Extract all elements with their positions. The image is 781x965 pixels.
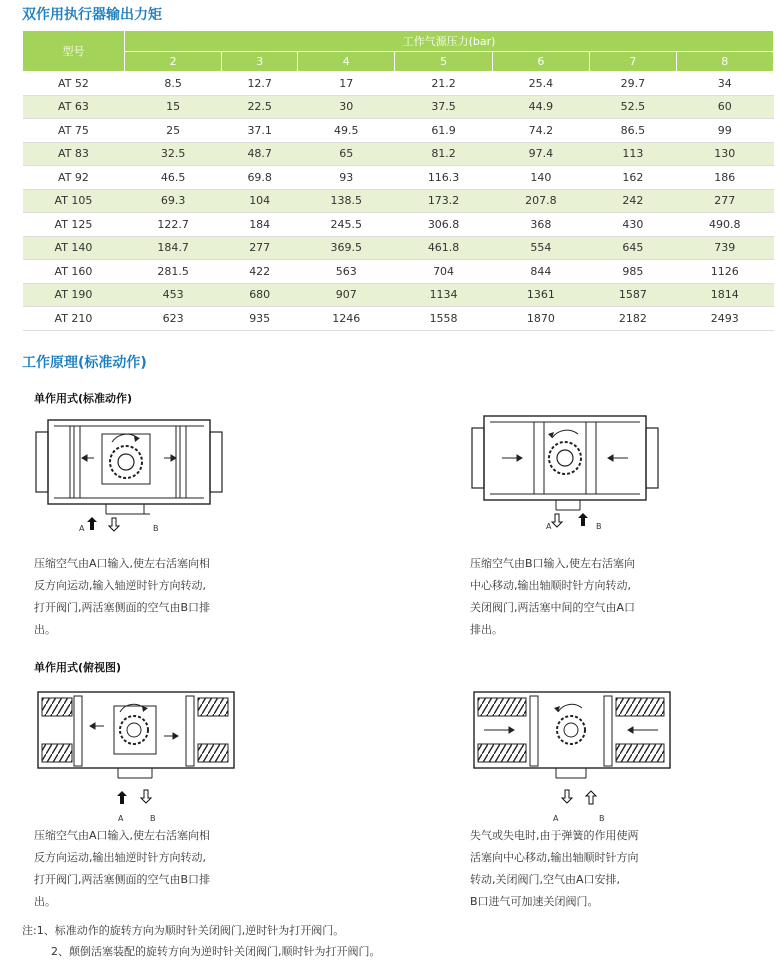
- port-a-label-4: A: [553, 814, 559, 823]
- torque-cell: 86.5: [590, 119, 677, 143]
- torque-cell: 12.7: [222, 72, 298, 96]
- torque-cell: 140: [492, 166, 589, 190]
- torque-cell: 369.5: [298, 236, 395, 260]
- torque-heading: 双作用执行器输出力矩: [22, 7, 162, 23]
- ports-2-left: [110, 788, 170, 806]
- torque-cell: 37.5: [395, 95, 492, 119]
- torque-cell: 162: [590, 166, 677, 190]
- torque-cell: 623: [125, 307, 222, 331]
- torque-cell: 99: [676, 119, 773, 143]
- torque-cell: 116.3: [395, 166, 492, 190]
- pressure-header: 工作气源压力(bar): [125, 31, 774, 52]
- torque-cell: 48.7: [222, 142, 298, 166]
- torque-cell: 645: [590, 236, 677, 260]
- pressure-col-8: 8: [676, 52, 773, 72]
- torque-cell: 430: [590, 213, 677, 237]
- torque-cell: 680: [222, 283, 298, 307]
- torque-cell: 74.2: [492, 119, 589, 143]
- torque-cell: 52.5: [590, 95, 677, 119]
- model-cell: AT 190: [23, 283, 125, 307]
- model-cell: AT 92: [23, 166, 125, 190]
- torque-cell: 29.7: [590, 72, 677, 96]
- ports-1-left: [82, 516, 152, 534]
- torque-cell: 34: [676, 72, 773, 96]
- principle-heading: 工作原理(标准动作): [22, 355, 147, 371]
- port-b-label-4: B: [599, 814, 605, 823]
- torque-cell: 1814: [676, 283, 773, 307]
- torque-cell: 1587: [590, 283, 677, 307]
- torque-cell: 15: [125, 95, 222, 119]
- torque-cell: 844: [492, 260, 589, 284]
- port-a-label-3: A: [118, 814, 124, 823]
- pressure-col-3: 3: [222, 52, 298, 72]
- port-b-label-3: B: [150, 814, 156, 823]
- section1-left-text: 压缩空气由A口输入,使左右活塞向相 反方向运动,输入轴逆时针方向转动, 打开阀门,两活塞侧面的空气由B口排 出。: [34, 557, 211, 636]
- torque-cell: 17: [298, 72, 395, 96]
- section2-title: 单作用式(俯视图): [34, 661, 122, 674]
- ports-2-right: [555, 788, 605, 806]
- actuator-diagram-1: [34, 412, 234, 532]
- torque-cell: 173.2: [395, 189, 492, 213]
- actuator-diagram-3: [34, 684, 244, 784]
- torque-cell: 113: [590, 142, 677, 166]
- section2-left-text: 压缩空气由A口输入,使左右活塞向相 反方向运动,输出轴逆时针方向转动, 打开阀门,两活塞侧面的空气由B口排 出。: [34, 829, 211, 908]
- table-row: [23, 260, 774, 284]
- torque-cell: 8.5: [125, 72, 222, 96]
- torque-cell: 46.5: [125, 166, 222, 190]
- torque-cell: 184: [222, 213, 298, 237]
- torque-cell: 1246: [298, 307, 395, 331]
- torque-cell: 368: [492, 213, 589, 237]
- note-1: 注:1、标准动作的旋转方向为顺时针关闭阀门,逆时针为打开阀门。: [22, 924, 345, 937]
- torque-cell: 1361: [492, 283, 589, 307]
- table-row: [23, 95, 774, 119]
- torque-cell: 25: [125, 119, 222, 143]
- torque-cell: 93: [298, 166, 395, 190]
- torque-cell: 453: [125, 283, 222, 307]
- note-2: 2、颠倒活塞装配的旋转方向为逆时针关闭阀门,顺时针为打开阀门。: [51, 945, 381, 958]
- torque-cell: 277: [676, 189, 773, 213]
- pressure-col-6: 6: [492, 52, 589, 72]
- torque-cell: 1870: [492, 307, 589, 331]
- torque-cell: 184.7: [125, 236, 222, 260]
- torque-cell: 242: [590, 189, 677, 213]
- torque-cell: 37.1: [222, 119, 298, 143]
- torque-cell: 44.9: [492, 95, 589, 119]
- model-cell: AT 63: [23, 95, 125, 119]
- torque-cell: 461.8: [395, 236, 492, 260]
- torque-cell: 25.4: [492, 72, 589, 96]
- torque-cell: 32.5: [125, 142, 222, 166]
- torque-cell: 22.5: [222, 95, 298, 119]
- torque-cell: 2493: [676, 307, 773, 331]
- port-a-label-1: A: [79, 524, 85, 533]
- torque-cell: 49.5: [298, 119, 395, 143]
- torque-cell: 207.8: [492, 189, 589, 213]
- torque-cell: 186: [676, 166, 773, 190]
- table-row: [23, 283, 774, 307]
- pressure-col-7: 7: [590, 52, 677, 72]
- torque-cell: 306.8: [395, 213, 492, 237]
- torque-cell: 245.5: [298, 213, 395, 237]
- port-b-label-1: B: [153, 524, 159, 533]
- torque-cell: 2182: [590, 307, 677, 331]
- table-row: [23, 189, 774, 213]
- torque-cell: 704: [395, 260, 492, 284]
- torque-cell: 935: [222, 307, 298, 331]
- table-row: [23, 236, 774, 260]
- model-cell: AT 75: [23, 119, 125, 143]
- torque-table: [22, 30, 774, 331]
- section1-title: 单作用式(标准动作): [34, 392, 133, 405]
- pressure-col-4: 4: [298, 52, 395, 72]
- model-cell: AT 83: [23, 142, 125, 166]
- torque-cell: 60: [676, 95, 773, 119]
- torque-cell: 739: [676, 236, 773, 260]
- table-row: [23, 119, 774, 143]
- torque-cell: 69.8: [222, 166, 298, 190]
- torque-cell: 281.5: [125, 260, 222, 284]
- table-row: [23, 213, 774, 237]
- model-cell: AT 125: [23, 213, 125, 237]
- torque-cell: 122.7: [125, 213, 222, 237]
- torque-cell: 985: [590, 260, 677, 284]
- model-cell: AT 140: [23, 236, 125, 260]
- pressure-col-5: 5: [395, 52, 492, 72]
- port-a-label-2: A: [546, 522, 552, 531]
- torque-cell: 1558: [395, 307, 492, 331]
- model-cell: AT 105: [23, 189, 125, 213]
- torque-cell: 1134: [395, 283, 492, 307]
- torque-cell: 69.3: [125, 189, 222, 213]
- torque-cell: 907: [298, 283, 395, 307]
- section1-right-text: 压缩空气由B口输入,使左右活塞向 中心移动,输出轴顺时针方向转动, 关闭阀门,两活塞中间的空气由A口 排出。: [470, 557, 636, 636]
- table-row: [23, 142, 774, 166]
- model-cell: AT 52: [23, 72, 125, 96]
- torque-cell: 30: [298, 95, 395, 119]
- torque-cell: 21.2: [395, 72, 492, 96]
- table-row: [23, 166, 774, 190]
- torque-cell: 1126: [676, 260, 773, 284]
- table-row: [23, 72, 774, 96]
- torque-cell: 104: [222, 189, 298, 213]
- actuator-diagram-4: [470, 684, 680, 784]
- torque-cell: 554: [492, 236, 589, 260]
- torque-cell: 81.2: [395, 142, 492, 166]
- port-b-label-2: B: [596, 522, 602, 531]
- model-cell: AT 160: [23, 260, 125, 284]
- notes: [22, 920, 381, 962]
- model-cell: AT 210: [23, 307, 125, 331]
- torque-cell: 490.8: [676, 213, 773, 237]
- torque-cell: 65: [298, 142, 395, 166]
- model-header: 型号: [23, 31, 125, 72]
- torque-cell: 130: [676, 142, 773, 166]
- torque-cell: 61.9: [395, 119, 492, 143]
- torque-cell: 97.4: [492, 142, 589, 166]
- pressure-col-2: 2: [125, 52, 222, 72]
- actuator-diagram-2: [470, 408, 670, 528]
- section2-right-text: 失气或失电时,由于弹簧的作用使两 活塞向中心移动,输出轴顺时针方向 转动,关闭阀门,空气由A口安排, B口进气可加速关闭阀门。: [470, 829, 639, 908]
- torque-cell: 422: [222, 260, 298, 284]
- table-row: [23, 307, 774, 331]
- torque-cell: 563: [298, 260, 395, 284]
- torque-cell: 277: [222, 236, 298, 260]
- torque-cell: 138.5: [298, 189, 395, 213]
